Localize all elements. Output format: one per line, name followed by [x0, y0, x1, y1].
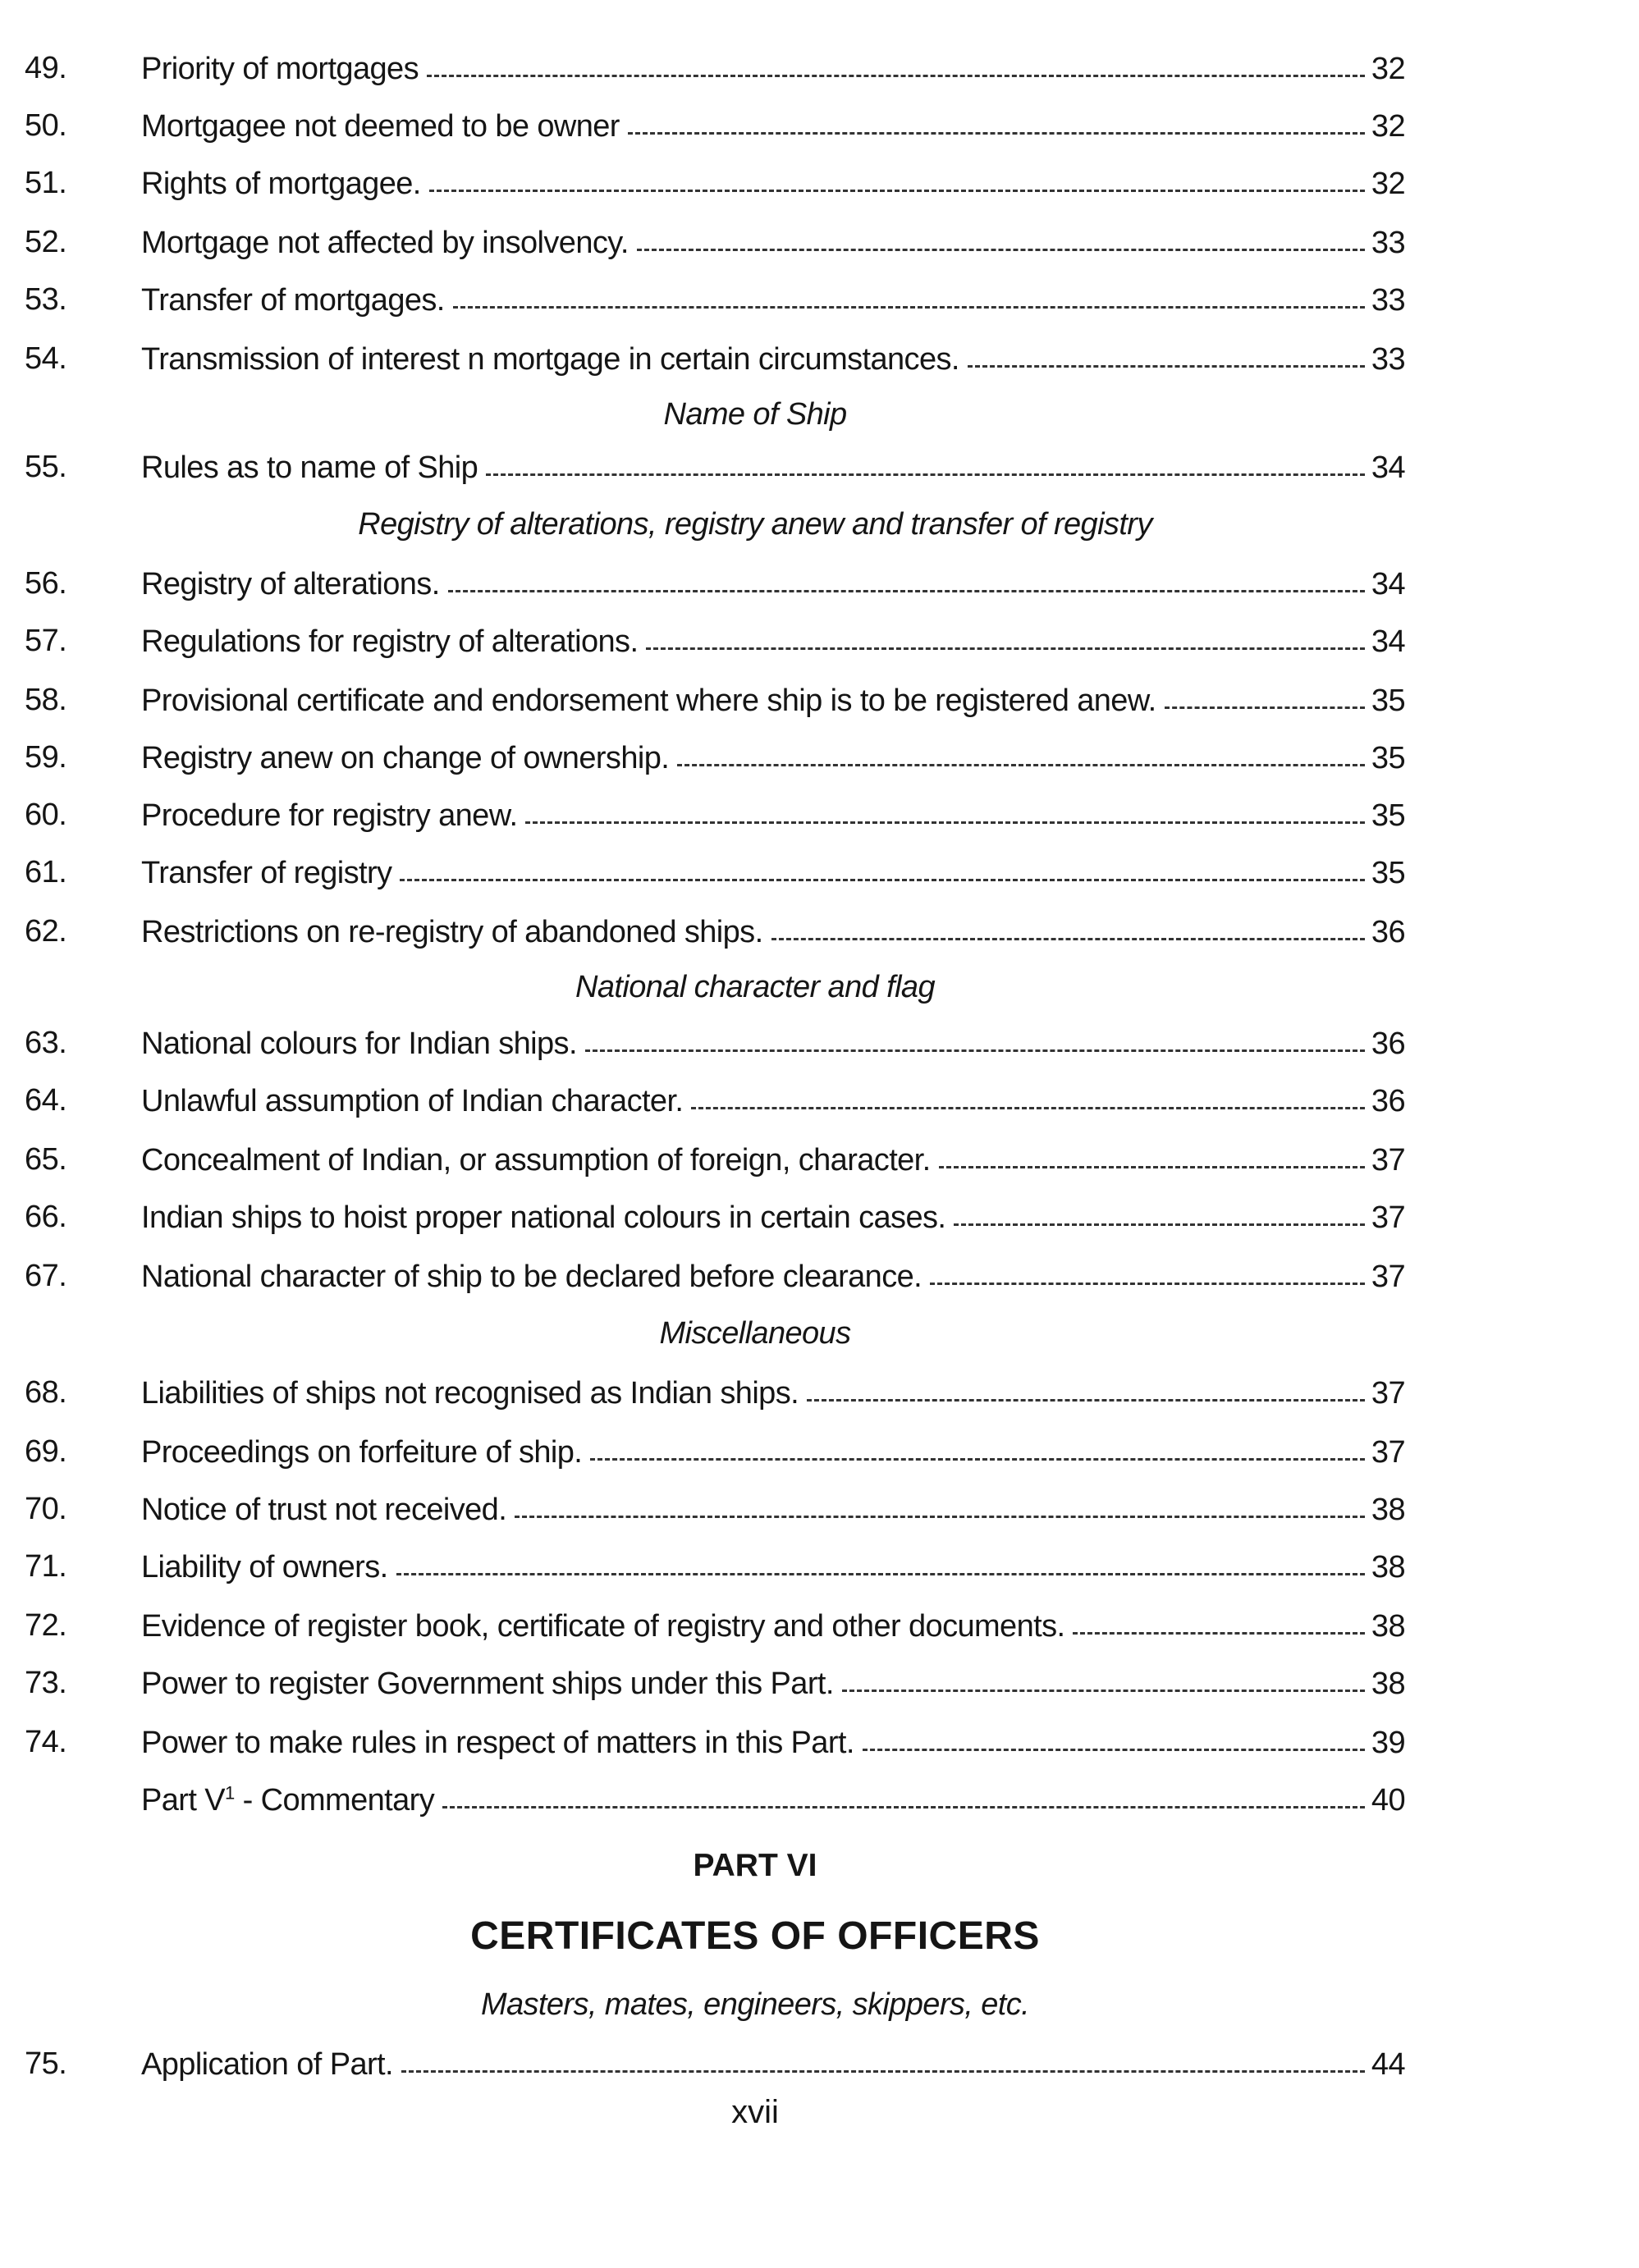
- entry-page: 37: [1371, 1376, 1405, 1411]
- entry-number: 61.: [25, 855, 67, 889]
- toc-entry: [0, 281, 1639, 323]
- entry-page: 34: [1371, 450, 1405, 485]
- entry-page: 38: [1371, 1609, 1405, 1644]
- entry-page: 39: [1371, 1726, 1405, 1760]
- part-label: PART VI: [693, 1848, 817, 1883]
- entry-page: 38: [1371, 1667, 1405, 1701]
- dot-leader: [486, 473, 1365, 476]
- entry-title: Evidence of register book, certificate of registry and other documents.: [141, 1609, 1065, 1644]
- dot-leader: [401, 2070, 1365, 2073]
- entry-number: 68.: [25, 1375, 67, 1410]
- entry-title: Proceedings on forfeiture of ship.: [141, 1435, 583, 1470]
- dot-leader: [590, 1458, 1365, 1461]
- entry-title: Restrictions on re-registry of abandoned ships.: [141, 915, 763, 949]
- part-subheading: Masters, mates, engineers, skippers, etc.: [480, 1987, 1030, 2022]
- entry-title: Power to make rules in respect of matters in this Part.: [141, 1726, 854, 1760]
- entry-number: 67.: [25, 1259, 67, 1293]
- toc-entry: [0, 912, 1639, 955]
- dot-leader: [400, 879, 1364, 881]
- dot-leader: [585, 1049, 1365, 1052]
- entry-page: 36: [1371, 915, 1405, 949]
- entry-number: 71.: [25, 1549, 67, 1584]
- dot-leader: [842, 1690, 1365, 1692]
- toc-entry: [0, 1548, 1639, 1590]
- entry-page: 33: [1371, 283, 1405, 318]
- toc-entry: [0, 1081, 1639, 1124]
- entry-number: 54.: [25, 341, 67, 376]
- entry-page: 44: [1371, 2047, 1405, 2082]
- entry-number: 64.: [25, 1083, 67, 1118]
- toc-entry: [0, 49, 1639, 92]
- entry-number: 55.: [25, 450, 67, 484]
- toc-entry: [0, 1664, 1639, 1707]
- entry-number: 58.: [25, 683, 67, 717]
- entry-number: 52.: [25, 225, 67, 259]
- entry-number: 75.: [25, 2046, 67, 2081]
- entry-page: 35: [1371, 798, 1405, 833]
- dot-leader: [863, 1749, 1365, 1751]
- entry-title: Regulations for registry of alterations.: [141, 624, 639, 659]
- entry-page: 32: [1371, 52, 1405, 86]
- entry-number: 49.: [25, 51, 67, 85]
- toc-entry: [0, 164, 1639, 207]
- entry-page: 40: [1371, 1783, 1405, 1818]
- dot-leader: [396, 1573, 1365, 1575]
- entry-title: Rules as to name of Ship: [141, 450, 478, 485]
- entry-page: 34: [1371, 567, 1405, 601]
- entry-title: Mortgage not affected by insolvency.: [141, 226, 629, 260]
- entry-title: Priority of mortgages: [141, 52, 419, 86]
- entry-number: 60.: [25, 798, 67, 832]
- entry-title: National character of ship to be declared before clearance.: [141, 1260, 923, 1294]
- entry-title: Part $V^1$ - Commentary: [141, 1782, 435, 1818]
- toc-entry: [0, 1141, 1639, 1183]
- entry-number: 73.: [25, 1666, 67, 1700]
- entry-title: Power to register Government ships under this Part.: [141, 1667, 834, 1701]
- entry-page: 32: [1371, 167, 1405, 201]
- entry-title: Registry anew on change of ownership.: [141, 741, 670, 775]
- toc-entry: [0, 107, 1639, 149]
- entry-number: 66.: [25, 1200, 67, 1234]
- entry-title: Registry of alterations.: [141, 567, 440, 601]
- toc-entry: [0, 340, 1639, 382]
- toc-entry: [0, 681, 1639, 724]
- dot-leader: [628, 132, 1365, 135]
- toc-entry: [0, 622, 1639, 665]
- toc-entry: [0, 1024, 1639, 1067]
- entry-page: 33: [1371, 226, 1405, 260]
- toc-entry: [0, 1198, 1639, 1241]
- entry-number: 62.: [25, 914, 67, 949]
- entry-page: 33: [1371, 342, 1405, 377]
- entry-number: 70.: [25, 1492, 67, 1526]
- dot-leader: [442, 1806, 1365, 1808]
- entry-number: 51.: [25, 166, 67, 200]
- dot-leader: [954, 1223, 1365, 1226]
- toc-entry: [0, 853, 1639, 896]
- toc-entry: [0, 448, 1639, 491]
- entry-title: Transfer of registry: [141, 856, 392, 890]
- entry-page: 35: [1371, 684, 1405, 718]
- entry-title: Transfer of mortgages.: [141, 283, 445, 318]
- entry-page: 34: [1371, 624, 1405, 659]
- toc-entry: [0, 1433, 1639, 1475]
- dot-leader: [637, 249, 1365, 251]
- entry-title: National colours for Indian ships.: [141, 1027, 577, 1061]
- entry-page: 37: [1371, 1143, 1405, 1177]
- toc-entry: [0, 223, 1639, 266]
- toc-entry: [0, 2045, 1639, 2087]
- toc-entry-commentary: [0, 1781, 1639, 1823]
- entry-page: 36: [1371, 1084, 1405, 1118]
- entry-title: Indian ships to hoist proper national colours in certain cases.: [141, 1200, 946, 1235]
- entry-number: 63.: [25, 1026, 67, 1060]
- dot-leader: [771, 938, 1365, 940]
- dot-leader: [807, 1399, 1365, 1401]
- dot-leader: [646, 647, 1365, 650]
- page-folio: xvii: [731, 2094, 779, 2130]
- toc-entry: [0, 1490, 1639, 1533]
- dot-leader: [968, 365, 1365, 368]
- entry-number: 65.: [25, 1142, 67, 1177]
- entry-page: 38: [1371, 1493, 1405, 1527]
- entry-page: 37: [1371, 1435, 1405, 1470]
- toc-entry: [0, 796, 1639, 839]
- toc-entry: [0, 1374, 1639, 1416]
- entry-title: Liability of owners.: [141, 1550, 388, 1584]
- toc-entry: [0, 1257, 1639, 1300]
- toc-entry: [0, 565, 1639, 607]
- entry-title: Provisional certificate and endorsement where ship is to be registered anew.: [141, 684, 1156, 718]
- toc-entry: [0, 1607, 1639, 1649]
- entry-number: 74.: [25, 1725, 67, 1759]
- part-heading: CERTIFICATES OF OFFICERS: [470, 1914, 1040, 1958]
- entry-page: 36: [1371, 1027, 1405, 1061]
- dot-leader: [429, 190, 1365, 192]
- entry-number: 72.: [25, 1608, 67, 1643]
- entry-number: 53.: [25, 282, 67, 317]
- entry-title: Rights of mortgagee.: [141, 167, 421, 201]
- entry-title: Liabilities of ships not recognised as Indian ships.: [141, 1376, 799, 1411]
- dot-leader: [1165, 706, 1365, 709]
- toc-entry: [0, 738, 1639, 781]
- entry-title: Notice of trust not received.: [141, 1493, 507, 1527]
- entry-number: 59.: [25, 740, 67, 775]
- entry-page: 35: [1371, 856, 1405, 890]
- entry-title: Concealment of Indian, or assumption of foreign, character.: [141, 1143, 931, 1177]
- section-heading: National character and flag: [575, 970, 935, 1004]
- dot-leader: [515, 1516, 1365, 1518]
- dot-leader: [1073, 1632, 1364, 1635]
- dot-leader: [453, 306, 1365, 309]
- entry-title: Procedure for registry anew.: [141, 798, 518, 833]
- dot-leader: [677, 764, 1365, 766]
- entry-title: Transmission of interest n mortgage in certain circumstances.: [141, 342, 959, 377]
- entry-title: Application of Part.: [141, 2047, 393, 2082]
- dot-leader: [939, 1166, 1365, 1168]
- dot-leader: [691, 1107, 1365, 1109]
- entry-page: 32: [1371, 109, 1405, 144]
- entry-page: 38: [1371, 1550, 1405, 1584]
- section-heading: Name of Ship: [663, 397, 847, 432]
- toc-entry: [0, 1723, 1639, 1766]
- entry-number: 69.: [25, 1434, 67, 1469]
- dot-leader: [930, 1283, 1365, 1285]
- entry-number: 57.: [25, 624, 67, 658]
- entry-title: Unlawful assumption of Indian character.: [141, 1084, 684, 1118]
- entry-title: Mortgagee not deemed to be owner: [141, 109, 620, 144]
- section-heading: Miscellaneous: [659, 1316, 851, 1351]
- entry-page: 35: [1371, 741, 1405, 775]
- entry-page: 37: [1371, 1260, 1405, 1294]
- entry-number: 56.: [25, 566, 67, 601]
- dot-leader: [448, 590, 1365, 592]
- section-heading: Registry of alterations, registry anew and transfer of registry: [358, 507, 1152, 542]
- entry-page: 37: [1371, 1200, 1405, 1235]
- dot-leader: [525, 821, 1364, 824]
- entry-number: 50.: [25, 108, 67, 143]
- dot-leader: [427, 75, 1365, 77]
